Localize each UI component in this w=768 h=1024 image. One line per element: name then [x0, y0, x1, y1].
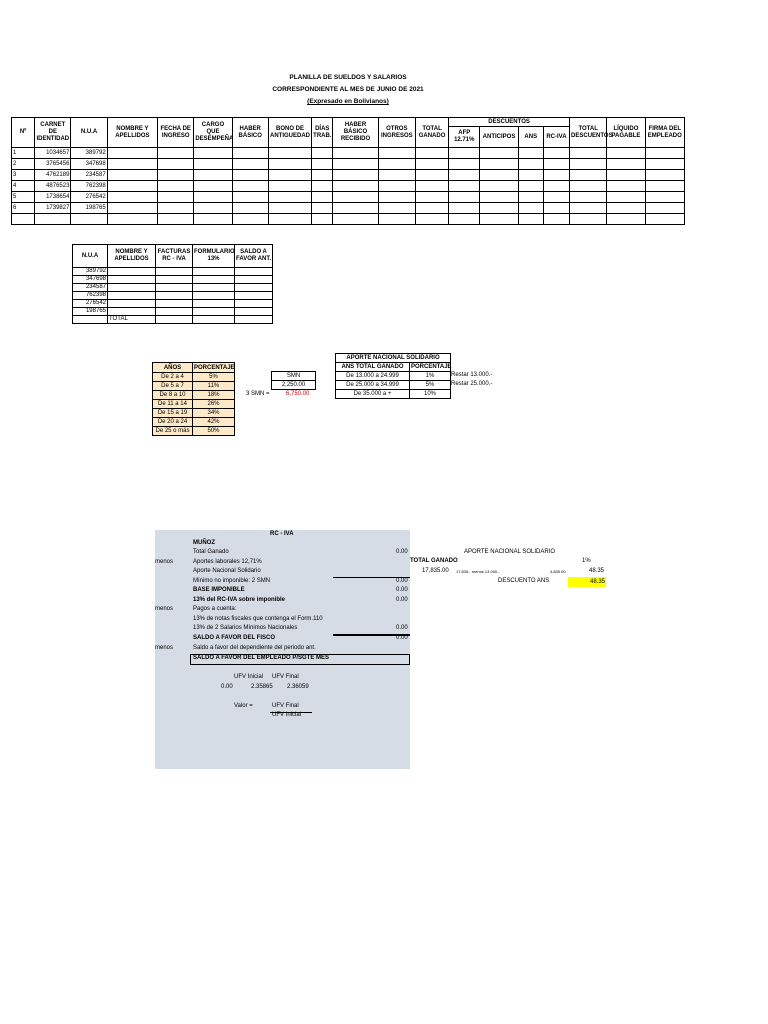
aporte-row: [336, 390, 451, 399]
rciva-trece: 13% del RC-IVA sobre imponible: [193, 597, 286, 603]
report-currency-note: (Expresado en Bolivianos): [307, 98, 389, 105]
report-title: PLANILLA DE SUELDOS Y SALARIOS: [289, 74, 407, 81]
rciva-pagos: Pagos a cuenta:: [193, 606, 237, 612]
aporte-col-ans: ANS TOTAL GANADO: [336, 363, 410, 372]
nua-col-nua: N.U.A: [73, 245, 108, 268]
smn3-label: 3 SMN =: [246, 391, 270, 397]
cell-nua: 276542: [71, 192, 107, 203]
antiguedad-range: De 5 a 7: [153, 382, 193, 391]
cell-ci: 4762189: [35, 170, 71, 181]
col-liquido: LÍQUIDO PAGABLE: [607, 118, 645, 148]
cell-n: 5: [12, 192, 35, 203]
nua-cell: 389792: [73, 268, 108, 276]
nua-cell: 234587: [73, 284, 108, 292]
table-row: [12, 181, 685, 192]
rciva-aportes: Aportes laborales 12,71%: [193, 559, 262, 565]
antiguedad-row: [153, 427, 235, 436]
cell-n: 3: [12, 170, 35, 181]
antiguedad-pct: 34%: [193, 409, 235, 418]
antiguedad-range: De 20 a 24: [153, 418, 193, 427]
menos-label-2: menos: [155, 606, 174, 612]
valor-label: Valor =: [234, 703, 253, 709]
antiguedad-range: De 2 a 4: [153, 373, 193, 382]
menos-label-3: menos: [155, 645, 174, 651]
aporte-pct: 5%: [410, 381, 451, 390]
rciva-saldo-dep: Saldo a favor del dependiente del periodo ant.: [193, 645, 316, 651]
cell-nua: 762398: [71, 181, 107, 192]
anos-col-pct: PORCENTAJE: [194, 364, 235, 371]
col-total-descuentos: TOTAL DESCUENTOS: [570, 118, 607, 148]
col-nombre: NOMBRE Y APELLIDOS: [107, 118, 157, 148]
antiguedad-row: [153, 418, 235, 427]
cell-n: 2: [12, 159, 35, 170]
nua-total-label: TOTAL: [108, 316, 156, 324]
ans-calc-total-ganado: TOTAL GANADO: [410, 558, 458, 564]
ufv-value-b: 2.35865: [251, 684, 273, 690]
aporte-note-2: Restar 25.000.-: [451, 381, 493, 387]
table-row: [12, 170, 685, 181]
antiguedad-row: [153, 382, 235, 391]
cell-ci: 1034657: [35, 148, 71, 159]
ufv-value-a: 0.00: [221, 684, 233, 690]
antiguedad-range: De 25 o más: [153, 427, 193, 436]
col-fecha: FECHA DE INGRESO: [158, 118, 194, 148]
ans-calc-diff: 4,835.00: [550, 569, 566, 574]
col-cargo: CARGO QUE DESEMPEÑA: [194, 118, 232, 148]
rciva-saldo-fisco: SALDO A FAVOR DEL FISCO: [193, 635, 276, 641]
cell-n: 1: [12, 148, 35, 159]
nua-row: [73, 300, 273, 308]
col-haber: HABER BÁSICO: [232, 118, 268, 148]
rciva-aporte-ns: Aporte Nacional Solidario: [193, 568, 261, 574]
antiguedad-range: De 15 a 19: [153, 409, 193, 418]
col-nua: N.U.A: [71, 118, 107, 148]
antiguedad-pct: 11%: [193, 382, 235, 391]
cell-n: 6: [12, 203, 35, 214]
col-haber-recibido: HABER BÁSICO RECIBIDO: [333, 118, 378, 148]
smn-table: [271, 371, 316, 390]
col-firma: FIRMA DEL EMPLEADO: [645, 118, 684, 148]
nua-row: [73, 276, 273, 284]
nua-row: [73, 284, 273, 292]
col-bono: BONO DE ANTIGUEDAD: [268, 118, 311, 148]
cell-ci: 1738654: [35, 192, 71, 203]
antiguedad-pct: 26%: [193, 400, 235, 409]
rciva-base: BASE IMPONIBLE: [193, 587, 245, 593]
table-row: [12, 159, 685, 170]
rciva-salarios-val: 0.00: [396, 625, 408, 631]
table-row: [12, 148, 685, 159]
aporte-range: De 13.000 a 24.999: [336, 372, 410, 381]
smn-label: SMN: [272, 372, 316, 381]
ans-calc-pct: 1%: [582, 558, 591, 564]
col-rciva: RC-IVA: [543, 127, 569, 148]
col-n: Nº: [12, 118, 35, 148]
ans-calc-desc-val: 48.35: [568, 577, 606, 587]
nua-col-nombre: NOMBRE Y APELLIDOS: [108, 245, 156, 268]
nua-cell: 276542: [73, 300, 108, 308]
rciva-trece-val: 0.00: [396, 597, 408, 603]
aporte-note-1: Restar 13.000.-: [451, 372, 493, 378]
rciva-sum-line-1: [333, 577, 410, 578]
rciva-minimo: Mínimo no imponible: 2 SMN: [193, 578, 271, 584]
nua-table: [72, 244, 273, 324]
report-subtitle: CORRESPONDIENTE AL MES DE JUNIO DE 2021: [272, 86, 424, 93]
nua-cell: 762398: [73, 292, 108, 300]
rciva-saldo-empleado: SALDO A FAVOR DEL EMPLEADO P/SGTE MES: [190, 654, 410, 665]
cell-ci: 3765456: [35, 159, 71, 170]
rciva-total-ganado: Total Ganado: [193, 549, 229, 555]
rciva-total-ganado-val: 0.00: [396, 549, 408, 555]
antiguedad-pct: 50%: [193, 427, 235, 436]
nua-row: [73, 268, 273, 276]
col-otros: OTROS INGRESOS: [378, 118, 415, 148]
cell-ci: 4876523: [35, 181, 71, 192]
aporte-row: [336, 381, 451, 390]
antiguedad-table: [152, 362, 235, 436]
antiguedad-range: De 11 a 14: [153, 400, 193, 409]
nua-col-formulario: FORMULARIO 13%: [193, 245, 235, 268]
cell-ci: 1739827: [35, 203, 71, 214]
rciva-base-val: 0.00: [396, 587, 408, 593]
ufv-inicial-label: UFV Inicial: [234, 674, 264, 680]
table-row: [12, 203, 685, 214]
col-total-ganado: TOTAL GANADO: [415, 118, 448, 148]
antiguedad-range: De 8 a 10: [153, 391, 193, 400]
col-dias: DÍAS TRAB.: [312, 118, 333, 148]
col-ci: CARNET DE IDENTIDAD: [35, 118, 71, 148]
aporte-range: De 35.000 a +: [336, 390, 410, 399]
anos-col-anos: AÑOS: [153, 363, 193, 373]
cell-n: 4: [12, 181, 35, 192]
aporte-pct: 10%: [410, 390, 451, 399]
aporte-col-pct: PORCENTAJE: [411, 364, 452, 370]
rciva-panel: [155, 530, 410, 769]
rciva-salarios: 13% de 2 Salarios Mínimos Nacionales: [193, 625, 298, 631]
antiguedad-row: [153, 391, 235, 400]
ans-calc-tg-val: 17,835.00: [422, 568, 449, 574]
aporte-row: [336, 372, 451, 381]
ans-calc-desc-label: DESCUENTO ANS: [498, 578, 550, 584]
nua-cell: 198765: [73, 308, 108, 316]
aporte-table: [335, 353, 451, 399]
rciva-minimo-val: 0.00: [396, 578, 408, 584]
ans-calc-diff-result: 48.35: [589, 568, 605, 574]
nua-cell: 347698: [73, 276, 108, 284]
table-row: [12, 214, 685, 225]
valor-fraction-den: UFV Inicial: [272, 712, 302, 718]
col-afp: AFP 12.71%: [449, 127, 480, 148]
antiguedad-row: [153, 409, 235, 418]
smn3-value: 6,750.00: [286, 391, 310, 397]
menos-label-1: menos: [155, 559, 174, 565]
ans-calc-note: 17.835.- menos 13.000.-: [456, 569, 500, 574]
rciva-notas: 13% de notas fiscales que contenga el Form.110: [193, 616, 323, 622]
ans-calc-title: APORTE NACIONAL SOLIDARIO: [464, 549, 556, 555]
antiguedad-row: [153, 400, 235, 409]
cell-nua: 198765: [71, 203, 107, 214]
antiguedad-pct: 42%: [193, 418, 235, 427]
nua-row: [73, 292, 273, 300]
col-ans: ANS: [518, 127, 543, 148]
table-row: [12, 192, 685, 203]
antiguedad-pct: 5%: [193, 373, 235, 382]
antiguedad-pct: 18%: [193, 391, 235, 400]
aporte-pct: 1%: [410, 372, 451, 381]
col-anticipos: ANTICIPOS: [480, 127, 518, 148]
nua-col-saldo: SALDO A FAVOR ANT.: [235, 245, 273, 268]
valor-fraction-num: UFV Final: [272, 703, 299, 709]
aporte-title: APORTE NACIONAL SOLIDARIO: [336, 354, 451, 363]
cell-nua: 389792: [71, 148, 107, 159]
smn-value: 2,250.00: [272, 381, 316, 390]
payroll-table: [11, 117, 685, 225]
ufv-value-c: 2.36059: [287, 684, 309, 690]
col-descuentos: DESCUENTOS: [449, 118, 570, 127]
nua-row: [73, 308, 273, 316]
rciva-saldo-fisco-val: 0.00: [396, 635, 408, 641]
nua-col-facturas: FACTURAS RC - IVA: [156, 245, 193, 268]
cell-nua: 234587: [71, 170, 107, 181]
ufv-final-label: UFV Final: [272, 674, 299, 680]
rciva-title: RC - IVA: [270, 531, 294, 537]
aporte-range: De 25.000 a 34.999: [336, 381, 410, 390]
rciva-name: MUÑOZ: [193, 540, 215, 546]
antiguedad-row: [153, 373, 235, 382]
cell-nua: 347698: [71, 159, 107, 170]
